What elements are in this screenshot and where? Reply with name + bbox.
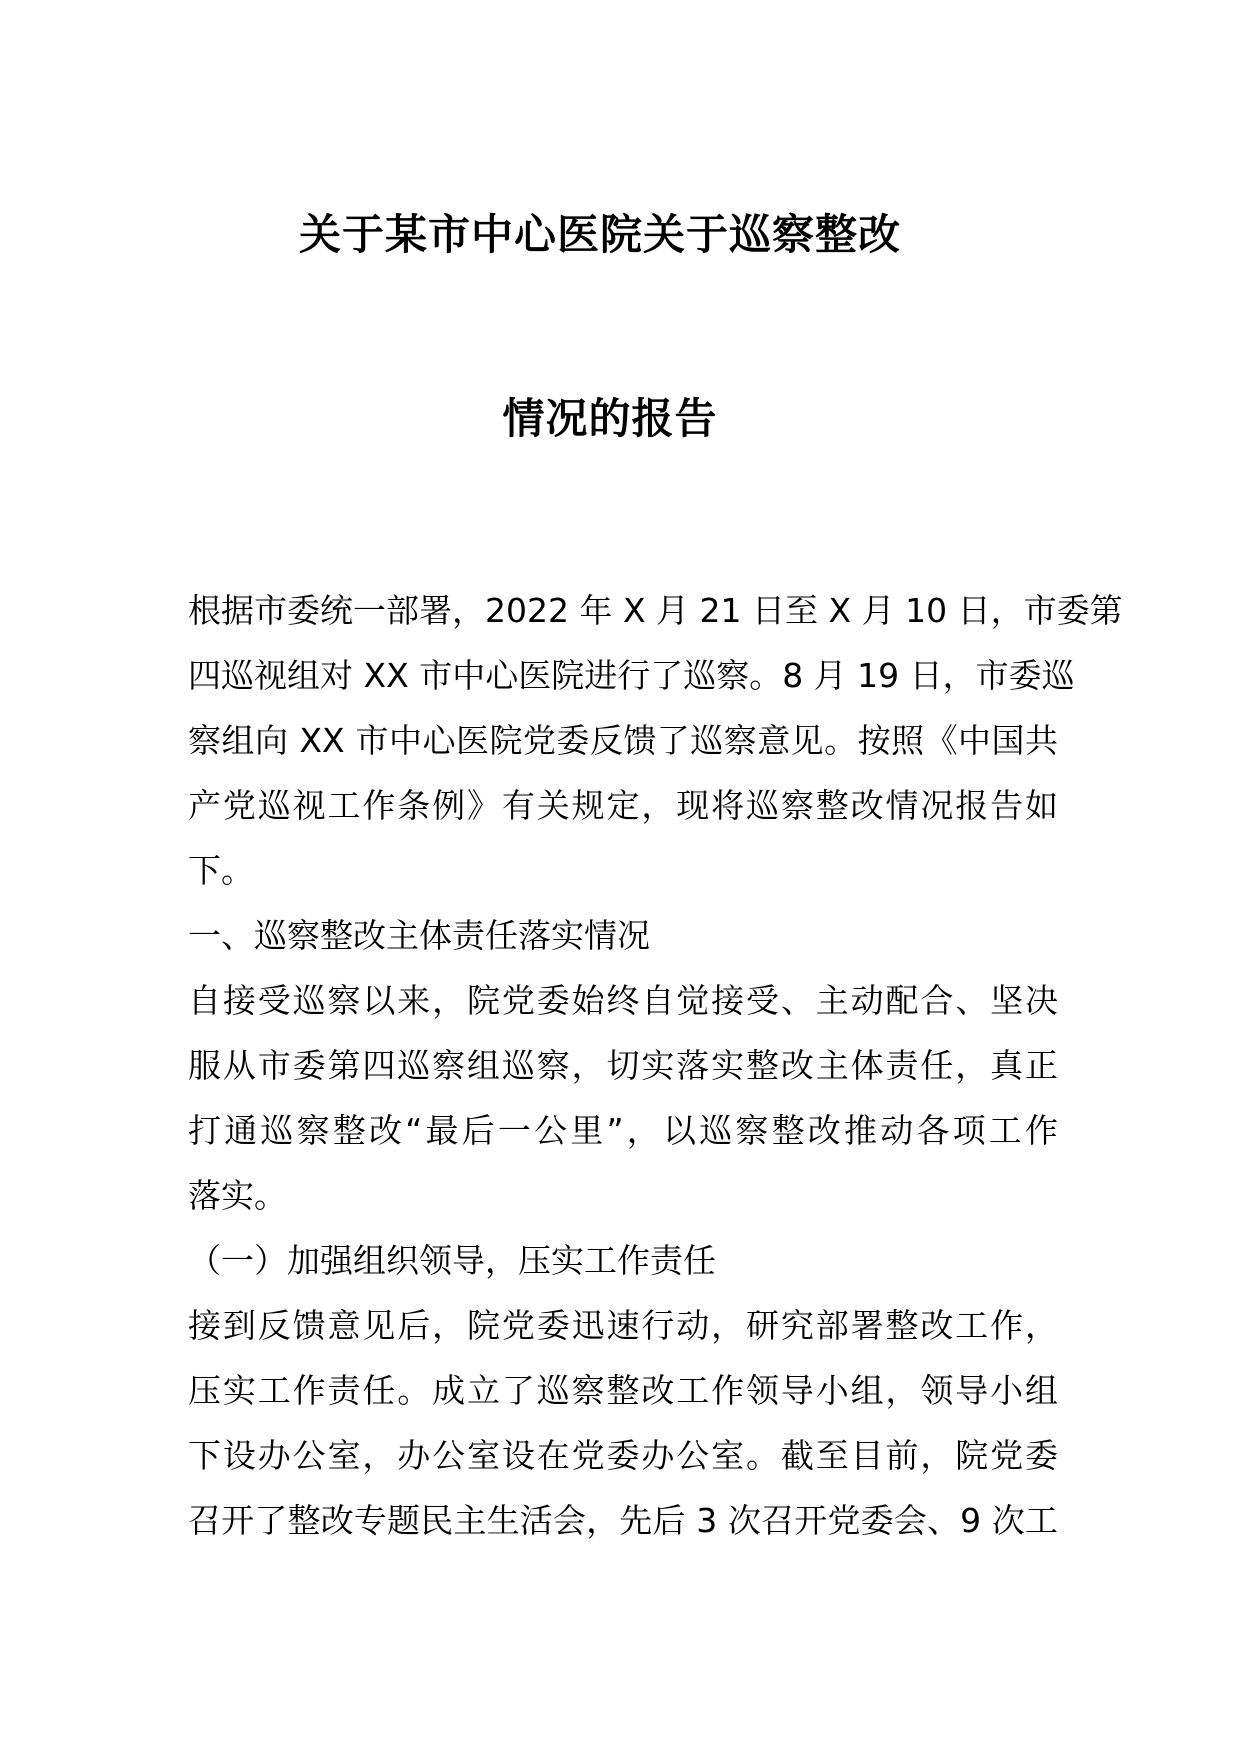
document-body <box>188 578 1123 1553</box>
document-title-line-2: 情况的报告 <box>502 394 718 443</box>
body-line: 落实。 <box>188 1176 287 1215</box>
body-line: 服从市委第四巡察组巡察，切实落实整改主体责任，真正 <box>188 1046 1058 1085</box>
body-line: 打通巡察整改“最后一公里”，以巡察整改推动各项工作 <box>188 1111 1058 1150</box>
subsection-heading: （一）加强组织领导，压实工作责任 <box>188 1241 716 1280</box>
body-line: 产党巡视工作条例》有关规定，现将巡察整改情况报告如 <box>188 786 1058 825</box>
body-line: 根据市委统一部署，2022 年 X 月 21 日至 X 月 10 日，市委第 <box>188 591 1123 630</box>
body-line: 下设办公室，办公室设在党委办公室。截至目前，院党委 <box>188 1436 1058 1475</box>
body-line: 四巡视组对 XX 市中心医院进行了巡察。8 月 19 日，市委巡 <box>188 656 1075 695</box>
body-line: 召开了整改专题民主生活会，先后 3 次召开党委会、9 次工 <box>188 1501 1058 1540</box>
body-line: 压实工作责任。成立了巡察整改工作领导小组，领导小组 <box>188 1371 1058 1410</box>
document-title-line-1: 关于某市中心医院关于巡察整改 <box>298 210 901 259</box>
section-heading: 一、巡察整改主体责任落实情况 <box>188 916 650 955</box>
body-line: 下。 <box>188 851 254 890</box>
body-line: 察组向 XX 市中心医院党委反馈了巡察意见。按照《中国共 <box>188 721 1058 760</box>
body-line: 接到反馈意见后，院党委迅速行动，研究部署整改工作， <box>188 1306 1058 1345</box>
body-line: 自接受巡察以来，院党委始终自觉接受、主动配合、坚决 <box>188 981 1058 1020</box>
